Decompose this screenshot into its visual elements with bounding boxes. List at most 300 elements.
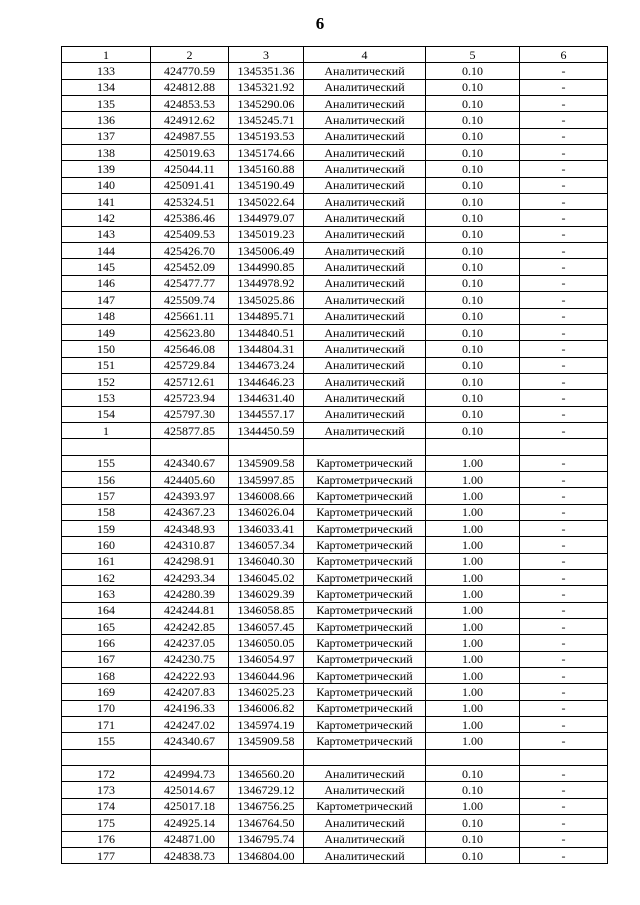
x-coordinate-cell: 425661.11: [151, 308, 229, 324]
note-cell: -: [520, 79, 608, 95]
y-coordinate-cell: [229, 439, 304, 455]
accuracy-cell: 0.10: [426, 79, 520, 95]
x-coordinate-cell: 425877.85: [151, 422, 229, 438]
accuracy-cell: 0.10: [426, 161, 520, 177]
method-cell: Картометрический: [304, 537, 426, 553]
point-number-cell: 138: [62, 145, 151, 161]
accuracy-cell: 1.00: [426, 668, 520, 684]
y-coordinate-cell: 1346560.20: [229, 766, 304, 782]
note-cell: -: [520, 766, 608, 782]
note-cell: -: [520, 700, 608, 716]
table-row: [62, 112, 608, 128]
table-row: [62, 586, 608, 602]
table-row: [62, 570, 608, 586]
table-row: [62, 749, 608, 765]
y-coordinate-cell: 1346058.85: [229, 602, 304, 618]
accuracy-cell: 0.10: [426, 96, 520, 112]
x-coordinate-cell: 424871.00: [151, 831, 229, 847]
y-coordinate-cell: 1345160.88: [229, 161, 304, 177]
column-header: 1: [62, 47, 151, 63]
x-coordinate-cell: 424196.33: [151, 700, 229, 716]
accuracy-cell: 0.10: [426, 112, 520, 128]
accuracy-cell: 0.10: [426, 847, 520, 863]
accuracy-cell: 0.10: [426, 128, 520, 144]
method-cell: Аналитический: [304, 831, 426, 847]
accuracy-cell: [426, 439, 520, 455]
table-row: [62, 798, 608, 814]
table-row: [62, 831, 608, 847]
table-row: [62, 357, 608, 373]
x-coordinate-cell: 425014.67: [151, 782, 229, 798]
x-coordinate-cell: 425477.77: [151, 275, 229, 291]
table-row: [62, 847, 608, 863]
accuracy-cell: 1.00: [426, 471, 520, 487]
accuracy-cell: 1.00: [426, 537, 520, 553]
method-cell: [304, 439, 426, 455]
method-cell: Аналитический: [304, 292, 426, 308]
table-row: [62, 96, 608, 112]
point-number-cell: 136: [62, 112, 151, 128]
table-row: [62, 422, 608, 438]
method-cell: Аналитический: [304, 341, 426, 357]
y-coordinate-cell: 1344673.24: [229, 357, 304, 373]
note-cell: -: [520, 847, 608, 863]
point-number-cell: 145: [62, 259, 151, 275]
y-coordinate-cell: 1344646.23: [229, 373, 304, 389]
page-number: 6: [315, 14, 325, 33]
method-cell: Картометрический: [304, 455, 426, 471]
accuracy-cell: 1.00: [426, 602, 520, 618]
column-header: 5: [426, 47, 520, 63]
method-cell: Аналитический: [304, 226, 426, 242]
method-cell: Картометрический: [304, 684, 426, 700]
y-coordinate-cell: 1346006.82: [229, 700, 304, 716]
accuracy-cell: 1.00: [426, 619, 520, 635]
note-cell: -: [520, 455, 608, 471]
note-cell: -: [520, 275, 608, 291]
point-number-cell: 150: [62, 341, 151, 357]
y-coordinate-cell: 1346008.66: [229, 488, 304, 504]
point-number-cell: 144: [62, 243, 151, 259]
y-coordinate-cell: 1346054.97: [229, 651, 304, 667]
table-body: [62, 63, 608, 864]
x-coordinate-cell: 424925.14: [151, 815, 229, 831]
note-cell: -: [520, 553, 608, 569]
y-coordinate-cell: 1345997.85: [229, 471, 304, 487]
point-number-cell: 147: [62, 292, 151, 308]
note-cell: -: [520, 520, 608, 536]
table-row: [62, 619, 608, 635]
x-coordinate-cell: 425623.80: [151, 324, 229, 340]
method-cell: Картометрический: [304, 798, 426, 814]
point-number-cell: 176: [62, 831, 151, 847]
point-number-cell: 173: [62, 782, 151, 798]
accuracy-cell: 1.00: [426, 570, 520, 586]
note-cell: -: [520, 504, 608, 520]
table-row: [62, 177, 608, 193]
note-cell: -: [520, 651, 608, 667]
point-number-cell: 156: [62, 471, 151, 487]
note-cell: -: [520, 161, 608, 177]
note-cell: -: [520, 635, 608, 651]
y-coordinate-cell: 1345174.66: [229, 145, 304, 161]
note-cell: -: [520, 422, 608, 438]
note-cell: -: [520, 128, 608, 144]
x-coordinate-cell: 424293.34: [151, 570, 229, 586]
table-row: [62, 520, 608, 536]
point-number-cell: 155: [62, 455, 151, 471]
accuracy-cell: 0.10: [426, 357, 520, 373]
method-cell: Картометрический: [304, 586, 426, 602]
method-cell: Аналитический: [304, 112, 426, 128]
y-coordinate-cell: 1344450.59: [229, 422, 304, 438]
accuracy-cell: 0.10: [426, 390, 520, 406]
x-coordinate-cell: 424367.23: [151, 504, 229, 520]
method-cell: Аналитический: [304, 63, 426, 79]
note-cell: [520, 439, 608, 455]
point-number-cell: 149: [62, 324, 151, 340]
accuracy-cell: 0.10: [426, 324, 520, 340]
accuracy-cell: 1.00: [426, 455, 520, 471]
column-header: 2: [151, 47, 229, 63]
point-number-cell: 137: [62, 128, 151, 144]
note-cell: -: [520, 537, 608, 553]
y-coordinate-cell: 1345190.49: [229, 177, 304, 193]
x-coordinate-cell: 424280.39: [151, 586, 229, 602]
point-number-cell: 153: [62, 390, 151, 406]
point-number-cell: 140: [62, 177, 151, 193]
y-coordinate-cell: 1345290.06: [229, 96, 304, 112]
method-cell: Картометрический: [304, 602, 426, 618]
y-coordinate-cell: 1346044.96: [229, 668, 304, 684]
method-cell: Аналитический: [304, 324, 426, 340]
table-row: [62, 292, 608, 308]
table-row: [62, 553, 608, 569]
note-cell: -: [520, 308, 608, 324]
column-header: 3: [229, 47, 304, 63]
y-coordinate-cell: 1345193.53: [229, 128, 304, 144]
method-cell: Аналитический: [304, 177, 426, 193]
point-number-cell: 177: [62, 847, 151, 863]
point-number-cell: 141: [62, 194, 151, 210]
table-row: [62, 766, 608, 782]
point-number-cell: 159: [62, 520, 151, 536]
y-coordinate-cell: 1344804.31: [229, 341, 304, 357]
table-row: [62, 815, 608, 831]
table-row: [62, 782, 608, 798]
note-cell: -: [520, 226, 608, 242]
method-cell: Аналитический: [304, 357, 426, 373]
note-cell: -: [520, 798, 608, 814]
method-cell: Картометрический: [304, 570, 426, 586]
method-cell: Аналитический: [304, 815, 426, 831]
note-cell: -: [520, 488, 608, 504]
x-coordinate-cell: 425044.11: [151, 161, 229, 177]
method-cell: Аналитический: [304, 406, 426, 422]
x-coordinate-cell: 424853.53: [151, 96, 229, 112]
method-cell: Картометрический: [304, 553, 426, 569]
note-cell: -: [520, 717, 608, 733]
table-row: [62, 651, 608, 667]
accuracy-cell: 0.10: [426, 406, 520, 422]
table-row: [62, 635, 608, 651]
y-coordinate-cell: 1346764.50: [229, 815, 304, 831]
accuracy-cell: 1.00: [426, 635, 520, 651]
accuracy-cell: 0.10: [426, 194, 520, 210]
table-row: [62, 210, 608, 226]
table-row: [62, 275, 608, 291]
method-cell: Аналитический: [304, 847, 426, 863]
point-number-cell: 157: [62, 488, 151, 504]
accuracy-cell: 0.10: [426, 308, 520, 324]
x-coordinate-cell: 424340.67: [151, 733, 229, 749]
x-coordinate-cell: 425019.63: [151, 145, 229, 161]
table-row: [62, 128, 608, 144]
note-cell: -: [520, 390, 608, 406]
note-cell: -: [520, 292, 608, 308]
x-coordinate-cell: 425729.84: [151, 357, 229, 373]
y-coordinate-cell: 1346033.41: [229, 520, 304, 536]
table-row: [62, 226, 608, 242]
table-row: [62, 537, 608, 553]
y-coordinate-cell: 1345909.58: [229, 733, 304, 749]
table-row: [62, 324, 608, 340]
point-number-cell: 174: [62, 798, 151, 814]
method-cell: Картометрический: [304, 700, 426, 716]
x-coordinate-cell: 425386.46: [151, 210, 229, 226]
note-cell: -: [520, 177, 608, 193]
note-cell: -: [520, 570, 608, 586]
x-coordinate-cell: 424770.59: [151, 63, 229, 79]
method-cell: Аналитический: [304, 128, 426, 144]
method-cell: Картометрический: [304, 651, 426, 667]
y-coordinate-cell: 1346040.30: [229, 553, 304, 569]
method-cell: Картометрический: [304, 504, 426, 520]
x-coordinate-cell: 424310.87: [151, 537, 229, 553]
method-cell: Картометрический: [304, 635, 426, 651]
accuracy-cell: 1.00: [426, 717, 520, 733]
method-cell: Аналитический: [304, 390, 426, 406]
x-coordinate-cell: 424237.05: [151, 635, 229, 651]
method-cell: Аналитический: [304, 194, 426, 210]
note-cell: -: [520, 259, 608, 275]
point-number-cell: 175: [62, 815, 151, 831]
y-coordinate-cell: 1346045.02: [229, 570, 304, 586]
method-cell: Аналитический: [304, 161, 426, 177]
y-coordinate-cell: 1345019.23: [229, 226, 304, 242]
accuracy-cell: 0.10: [426, 177, 520, 193]
y-coordinate-cell: 1346057.45: [229, 619, 304, 635]
y-coordinate-cell: 1344557.17: [229, 406, 304, 422]
method-cell: Аналитический: [304, 422, 426, 438]
x-coordinate-cell: 424298.91: [151, 553, 229, 569]
y-coordinate-cell: 1345022.64: [229, 194, 304, 210]
point-number-cell: 152: [62, 373, 151, 389]
x-coordinate-cell: 425723.94: [151, 390, 229, 406]
table-row: [62, 455, 608, 471]
table-row: [62, 63, 608, 79]
method-cell: Аналитический: [304, 259, 426, 275]
x-coordinate-cell: 425091.41: [151, 177, 229, 193]
accuracy-cell: 0.10: [426, 815, 520, 831]
y-coordinate-cell: 1346050.05: [229, 635, 304, 651]
column-header: 4: [304, 47, 426, 63]
y-coordinate-cell: 1344631.40: [229, 390, 304, 406]
point-number-cell: 143: [62, 226, 151, 242]
x-coordinate-cell: 424912.62: [151, 112, 229, 128]
table-row: [62, 390, 608, 406]
y-coordinate-cell: 1346029.39: [229, 586, 304, 602]
x-coordinate-cell: 425409.53: [151, 226, 229, 242]
table-row: [62, 373, 608, 389]
y-coordinate-cell: 1344979.07: [229, 210, 304, 226]
point-number-cell: 135: [62, 96, 151, 112]
x-coordinate-cell: 424207.83: [151, 684, 229, 700]
note-cell: -: [520, 373, 608, 389]
x-coordinate-cell: [151, 749, 229, 765]
method-cell: Картометрический: [304, 619, 426, 635]
note-cell: -: [520, 406, 608, 422]
point-number-cell: 164: [62, 602, 151, 618]
method-cell: Аналитический: [304, 79, 426, 95]
note-cell: -: [520, 782, 608, 798]
accuracy-cell: 1.00: [426, 684, 520, 700]
table-row: [62, 194, 608, 210]
note-cell: -: [520, 357, 608, 373]
y-coordinate-cell: 1345974.19: [229, 717, 304, 733]
point-number-cell: 154: [62, 406, 151, 422]
table-row: [62, 504, 608, 520]
accuracy-cell: 0.10: [426, 422, 520, 438]
accuracy-cell: 0.10: [426, 766, 520, 782]
note-cell: -: [520, 96, 608, 112]
point-number-cell: 160: [62, 537, 151, 553]
point-number-cell: 158: [62, 504, 151, 520]
y-coordinate-cell: 1346026.04: [229, 504, 304, 520]
table-row: [62, 733, 608, 749]
note-cell: -: [520, 63, 608, 79]
accuracy-cell: 0.10: [426, 341, 520, 357]
x-coordinate-cell: 424247.02: [151, 717, 229, 733]
accuracy-cell: 1.00: [426, 798, 520, 814]
table-row: [62, 668, 608, 684]
table-row: [62, 259, 608, 275]
y-coordinate-cell: 1346057.34: [229, 537, 304, 553]
y-coordinate-cell: 1346756.25: [229, 798, 304, 814]
point-number-cell: [62, 439, 151, 455]
table-row: [62, 488, 608, 504]
note-cell: -: [520, 668, 608, 684]
note-cell: -: [520, 194, 608, 210]
y-coordinate-cell: 1344840.51: [229, 324, 304, 340]
note-cell: -: [520, 243, 608, 259]
accuracy-cell: 1.00: [426, 488, 520, 504]
x-coordinate-cell: 424393.97: [151, 488, 229, 504]
accuracy-cell: 0.10: [426, 210, 520, 226]
point-number-cell: 166: [62, 635, 151, 651]
point-number-cell: 139: [62, 161, 151, 177]
accuracy-cell: [426, 749, 520, 765]
y-coordinate-cell: 1346795.74: [229, 831, 304, 847]
note-cell: -: [520, 210, 608, 226]
method-cell: Аналитический: [304, 96, 426, 112]
point-number-cell: 142: [62, 210, 151, 226]
note-cell: -: [520, 684, 608, 700]
y-coordinate-cell: 1344990.85: [229, 259, 304, 275]
x-coordinate-cell: 424348.93: [151, 520, 229, 536]
method-cell: Аналитический: [304, 373, 426, 389]
y-coordinate-cell: 1345006.49: [229, 243, 304, 259]
x-coordinate-cell: 425324.51: [151, 194, 229, 210]
table-row: [62, 243, 608, 259]
note-cell: -: [520, 733, 608, 749]
note-cell: -: [520, 112, 608, 128]
point-number-cell: 169: [62, 684, 151, 700]
table-row: [62, 79, 608, 95]
table-row: [62, 717, 608, 733]
x-coordinate-cell: 424340.67: [151, 455, 229, 471]
y-coordinate-cell: [229, 749, 304, 765]
table-row: [62, 700, 608, 716]
note-cell: -: [520, 815, 608, 831]
accuracy-cell: 0.10: [426, 145, 520, 161]
accuracy-cell: 0.10: [426, 831, 520, 847]
y-coordinate-cell: 1346025.23: [229, 684, 304, 700]
method-cell: Картометрический: [304, 733, 426, 749]
point-number-cell: 170: [62, 700, 151, 716]
accuracy-cell: 1.00: [426, 651, 520, 667]
x-coordinate-cell: 425797.30: [151, 406, 229, 422]
method-cell: Аналитический: [304, 308, 426, 324]
accuracy-cell: 1.00: [426, 553, 520, 569]
x-coordinate-cell: 425646.08: [151, 341, 229, 357]
point-number-cell: 155: [62, 733, 151, 749]
method-cell: Аналитический: [304, 243, 426, 259]
y-coordinate-cell: 1346804.00: [229, 847, 304, 863]
point-number-cell: 163: [62, 586, 151, 602]
accuracy-cell: 0.10: [426, 292, 520, 308]
x-coordinate-cell: 424244.81: [151, 602, 229, 618]
table-row: [62, 406, 608, 422]
note-cell: -: [520, 324, 608, 340]
accuracy-cell: 1.00: [426, 733, 520, 749]
x-coordinate-cell: 425712.61: [151, 373, 229, 389]
table-row: [62, 308, 608, 324]
x-coordinate-cell: 425452.09: [151, 259, 229, 275]
note-cell: [520, 749, 608, 765]
note-cell: -: [520, 341, 608, 357]
accuracy-cell: 0.10: [426, 63, 520, 79]
point-number-cell: 148: [62, 308, 151, 324]
y-coordinate-cell: 1345321.92: [229, 79, 304, 95]
point-number-cell: 162: [62, 570, 151, 586]
point-number-cell: 151: [62, 357, 151, 373]
y-coordinate-cell: 1345351.36: [229, 63, 304, 79]
x-coordinate-cell: 424222.93: [151, 668, 229, 684]
table-row: [62, 439, 608, 455]
point-number-cell: [62, 749, 151, 765]
note-cell: -: [520, 145, 608, 161]
coordinates-table: [61, 46, 608, 864]
note-cell: -: [520, 619, 608, 635]
table-row: [62, 145, 608, 161]
table-row: [62, 684, 608, 700]
method-cell: Картометрический: [304, 668, 426, 684]
accuracy-cell: 1.00: [426, 504, 520, 520]
x-coordinate-cell: 425426.70: [151, 243, 229, 259]
point-number-cell: 146: [62, 275, 151, 291]
x-coordinate-cell: 425509.74: [151, 292, 229, 308]
